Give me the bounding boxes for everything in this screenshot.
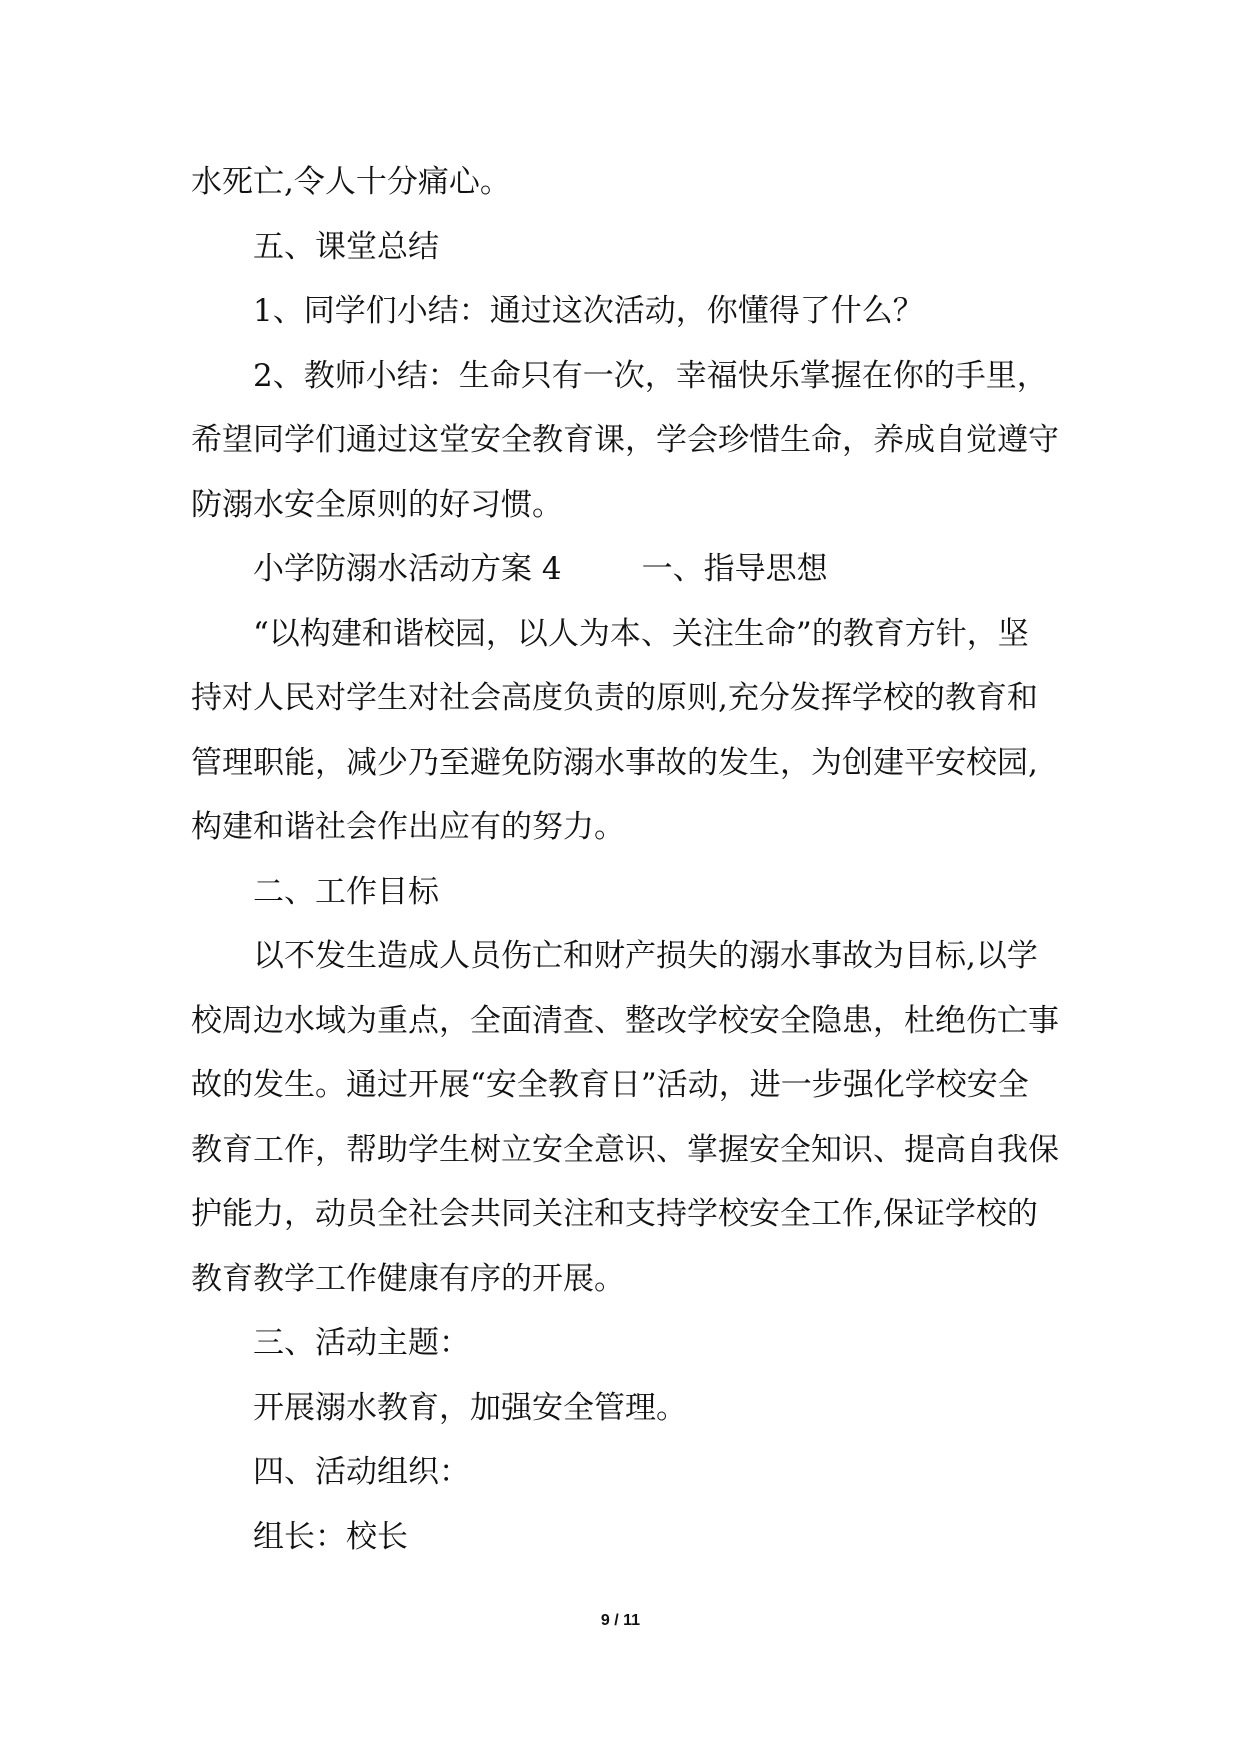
section-heading-guiding-ideology: 一、指导思想 — [641, 551, 828, 587]
paragraph-line: 教育教学工作健康有序的开展。 — [191, 1260, 625, 1297]
page-number: 9 / 11 — [600, 1612, 641, 1629]
section-heading-work-goals: 二、工作目标 — [253, 873, 439, 910]
paragraph-line: 开展溺水教育，加强安全管理。 — [253, 1389, 687, 1426]
paragraph-line: 2、教师小结：生命只有一次，幸福快乐掌握在你的手里， — [253, 357, 1048, 394]
section-heading-summary: 五、课堂总结 — [253, 228, 439, 265]
paragraph-line: 校周边水域为重点，全面清查、整改学校安全隐患，杜绝伤亡事 — [191, 1002, 1059, 1039]
section-heading-activity-theme: 三、活动主题： — [253, 1325, 470, 1361]
paragraph-line: 教育工作，帮助学生树立安全意识、掌握安全知识、提高自我保 — [191, 1131, 1059, 1168]
paragraph-line: 水死亡,令人十分痛心。 — [191, 164, 511, 200]
paragraph-line: “以构建和谐校园，以人为本、关注生命”的教育方针，坚 — [253, 615, 1029, 652]
paragraph-line: 希望同学们通过这堂安全教育课，学会珍惜生命，养成自觉遵守 — [191, 422, 1059, 458]
paragraph-line: 以不发生造成人员伤亡和财产损失的溺水事故为目标,以学 — [253, 938, 1038, 974]
paragraph-line: 护能力，动员全社会共同关注和支持学校安全工作,保证学校的 — [191, 1196, 1038, 1232]
paragraph-line: 故的发生。通过开展“安全教育日”活动，进一步强化学校安全 — [191, 1067, 1029, 1103]
paragraph-line: 组长：校长 — [253, 1518, 408, 1555]
section-heading-activity-organization: 四、活动组织： — [253, 1454, 470, 1490]
paragraph-line: 管理职能，减少乃至避免防溺水事故的发生，为创建平安校园, — [191, 744, 1038, 781]
plan-title-line — [191, 537, 1061, 602]
plan-title: 小学防溺水活动方案 4 — [253, 551, 562, 587]
paragraph-line: 1、同学们小结：通过这次活动，你懂得了什么？ — [253, 293, 924, 329]
paragraph-line: 防溺水安全原则的好习惯。 — [191, 486, 563, 523]
paragraph-line: 持对人民对学生对社会高度负责的原则,充分发挥学校的教育和 — [191, 680, 1038, 716]
document-body — [191, 150, 1061, 1569]
paragraph-line: 构建和谐社会作出应有的努力。 — [191, 809, 625, 845]
